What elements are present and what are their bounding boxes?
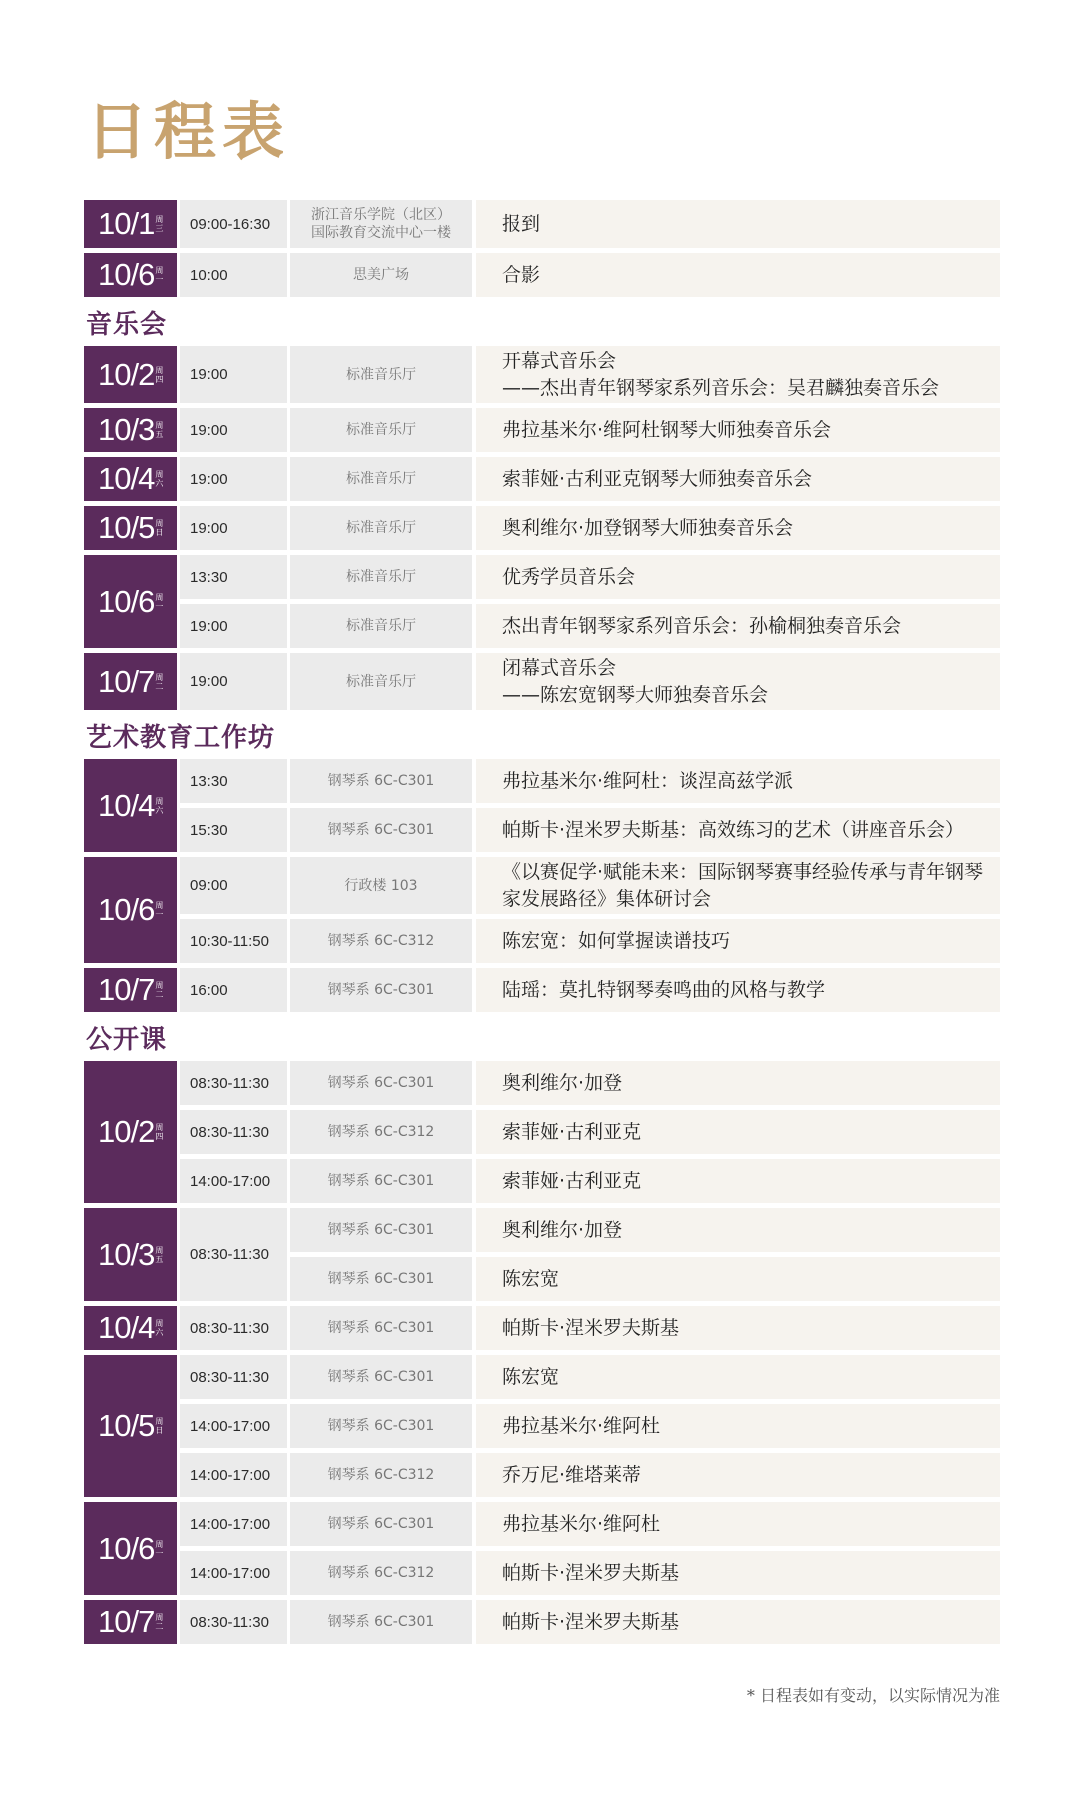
venue-text: 钢琴系 6C-C301 <box>327 1173 435 1189</box>
event-line: 奥利维尔·加登 <box>502 1218 623 1241</box>
time-text: 09:00-16:30 <box>190 215 271 233</box>
event-cell <box>476 253 1000 297</box>
venue-cell <box>290 653 472 710</box>
date-label: 10/4 <box>98 1310 155 1345</box>
date-label: 10/2 <box>98 1114 155 1149</box>
event-line: ——陈宏宽钢琴大师独奏音乐会 <box>502 683 769 706</box>
event-line: 奥利维尔·加登 <box>502 1071 623 1094</box>
weekday-char: 周 <box>155 981 164 990</box>
date-label: 10/7 <box>98 1604 155 1639</box>
time-text: 19:00 <box>190 421 228 439</box>
weekday-char: 周 <box>155 470 164 479</box>
venue-line: 浙江音乐学院（北区） <box>311 207 451 223</box>
weekday-char: 五 <box>155 1254 164 1264</box>
venue-text: 钢琴系 6C-C301 <box>327 1369 435 1385</box>
venue-cell <box>290 919 472 963</box>
event-cell <box>476 1502 1000 1546</box>
event-line: 奥利维尔·加登钢琴大师独奏音乐会 <box>502 516 794 539</box>
event-line: 陈宏宽 <box>502 1365 560 1388</box>
venue-cell <box>290 1600 472 1644</box>
weekday-char: 周 <box>155 266 164 275</box>
weekday-char: 周 <box>155 421 164 430</box>
weekday-char: 周 <box>155 215 164 224</box>
venue-text: 标准音乐厅 <box>346 569 416 585</box>
weekday-label <box>155 1613 163 1631</box>
weekday-char: 周 <box>155 1319 164 1328</box>
date-label: 10/3 <box>98 1236 155 1272</box>
event-line: 帕斯卡·涅米罗夫斯基 <box>502 1610 680 1633</box>
event-line: 优秀学员音乐会 <box>502 565 636 588</box>
time-text: 14:00-17:00 <box>190 1564 271 1582</box>
venue-text: 钢琴系 6C-C301 <box>327 773 435 789</box>
time-text: 14:00-17:00 <box>190 1466 271 1484</box>
event-cell <box>476 555 1000 599</box>
time-text: 19:00 <box>190 519 228 537</box>
weekday-char: 二 <box>155 990 164 999</box>
event-cell <box>476 1110 1000 1154</box>
weekday-label <box>155 797 163 815</box>
date-cell <box>84 506 177 550</box>
venue-cell <box>290 1061 472 1105</box>
weekday-char: 三 <box>155 224 164 233</box>
weekday-label <box>155 519 163 537</box>
venue-cell <box>290 555 472 599</box>
date-label: 10/2 <box>98 356 155 392</box>
venue-text: 钢琴系 6C-C301 <box>327 982 435 998</box>
time-text: 19:00 <box>190 470 228 488</box>
venue-cell <box>290 604 472 648</box>
time-cell <box>180 253 287 297</box>
time-text: 09:00 <box>190 877 228 894</box>
page-title: 日程表 <box>86 95 291 168</box>
event-cell <box>476 604 1000 648</box>
event-cell <box>476 200 1000 248</box>
weekday-label <box>155 421 163 439</box>
weekday-char: 周 <box>155 1613 164 1622</box>
time-cell <box>180 346 287 403</box>
weekday-char: 五 <box>155 430 164 439</box>
time-text: 14:00-17:00 <box>190 1515 271 1533</box>
venue-cell <box>290 1453 472 1497</box>
weekday-char: 二 <box>155 681 164 691</box>
venue-text: 标准音乐厅 <box>346 673 416 690</box>
date-cell <box>84 1306 177 1350</box>
venue-text: 钢琴系 6C-C301 <box>327 1418 435 1434</box>
weekday-char: 六 <box>155 805 164 815</box>
date-cell <box>84 1355 177 1497</box>
time-cell <box>180 1551 287 1595</box>
event-line: 帕斯卡·涅米罗夫斯基 <box>502 1316 680 1339</box>
event-line: 开幕式音乐会 <box>502 349 617 372</box>
event-cell <box>476 1306 1000 1350</box>
date-cell <box>84 1208 177 1301</box>
date-cell <box>84 253 177 297</box>
footnote: * 日程表如有变动，以实际情况为准 <box>746 1686 1000 1705</box>
date-label: 10/3 <box>98 412 155 447</box>
time-text: 13:30 <box>190 772 228 790</box>
venue-cell <box>290 1404 472 1448</box>
event-cell <box>476 759 1000 803</box>
venue-cell <box>290 1306 472 1350</box>
weekday-char: 周 <box>155 1539 164 1549</box>
section-heading: 艺术教育工作坊 <box>86 723 276 753</box>
time-cell <box>180 408 287 452</box>
time-cell <box>180 506 287 550</box>
venue-text: 标准音乐厅 <box>346 471 416 487</box>
venue-text: 钢琴系 6C-C301 <box>327 1222 435 1238</box>
weekday-char: 日 <box>155 1426 164 1435</box>
time-text: 08:30-11:30 <box>190 1319 269 1337</box>
weekday-char: 二 <box>155 1622 164 1631</box>
venue-text: 钢琴系 6C-C312 <box>327 933 435 949</box>
time-text: 14:00-17:00 <box>190 1417 271 1435</box>
time-cell <box>180 1110 287 1154</box>
venue-cell <box>290 759 472 803</box>
weekday-label <box>155 1246 163 1264</box>
event-cell <box>476 1600 1000 1644</box>
weekday-char: 一 <box>155 910 164 919</box>
event-cell <box>476 1257 1000 1301</box>
weekday-char: 周 <box>155 1417 164 1426</box>
date-cell <box>84 1061 177 1203</box>
date-label: 10/7 <box>98 663 155 699</box>
time-text: 19:00 <box>190 617 228 635</box>
weekday-char: 六 <box>155 1328 164 1337</box>
date-label: 10/6 <box>98 583 155 619</box>
weekday-char: 周 <box>155 1123 164 1132</box>
weekday-char: 周 <box>155 1245 164 1255</box>
event-line: 合影 <box>502 263 541 286</box>
time-text: 19:00 <box>190 673 228 690</box>
date-label: 10/5 <box>98 510 155 545</box>
event-cell <box>476 653 1000 710</box>
date-label: 10/4 <box>98 461 155 496</box>
date-label: 10/1 <box>98 206 155 241</box>
weekday-label <box>155 673 163 691</box>
venue-cell <box>290 346 472 403</box>
weekday-char: 周 <box>155 365 164 375</box>
time-cell <box>180 200 287 248</box>
weekday-label <box>155 1540 163 1558</box>
time-text: 15:30 <box>190 821 228 839</box>
venue-text: 钢琴系 6C-C301 <box>327 822 435 838</box>
venue-cell <box>290 253 472 297</box>
weekday-char: 四 <box>155 1132 164 1141</box>
weekday-label <box>155 593 163 611</box>
venue-cell <box>290 857 472 914</box>
date-cell <box>84 857 177 963</box>
weekday-char: 周 <box>155 519 164 528</box>
event-line: 陆瑶：莫扎特钢琴奏鸣曲的风格与教学 <box>502 978 826 1001</box>
event-line: 报到 <box>502 212 541 235</box>
date-label: 10/6 <box>98 257 155 292</box>
time-cell <box>180 857 287 914</box>
time-cell <box>180 1061 287 1105</box>
event-line: 陈宏宽：如何掌握读谱技巧 <box>502 929 731 952</box>
weekday-label <box>155 215 163 233</box>
event-cell <box>476 1208 1000 1252</box>
date-label: 10/5 <box>98 1408 155 1443</box>
weekday-char: 一 <box>155 1548 164 1558</box>
venue-cell <box>290 968 472 1012</box>
weekday-label <box>155 366 163 384</box>
date-label: 10/6 <box>98 1530 155 1566</box>
venue-cell <box>290 1355 472 1399</box>
weekday-char: 六 <box>155 479 164 488</box>
venue-text: 钢琴系 6C-C301 <box>327 1320 435 1336</box>
event-line: 闭幕式音乐会 <box>502 656 617 679</box>
event-line: 帕斯卡·涅米罗夫斯基：高效练习的艺术（讲座音乐会） <box>502 818 965 841</box>
venue-cell <box>290 506 472 550</box>
time-cell <box>180 555 287 599</box>
event-line: 《以赛促学·赋能未来：国际钢琴赛事经验传承与青年钢琴 <box>502 860 984 883</box>
venue-cell <box>290 1257 472 1301</box>
date-cell <box>84 1502 177 1595</box>
date-cell <box>84 1600 177 1644</box>
time-cell <box>180 653 287 710</box>
weekday-char: 四 <box>155 374 164 384</box>
date-cell <box>84 759 177 852</box>
weekday-label <box>155 1319 163 1337</box>
event-line: 杰出青年钢琴家系列音乐会：孙榆桐独奏音乐会 <box>502 614 902 637</box>
time-cell <box>180 808 287 852</box>
venue-text: 钢琴系 6C-C301 <box>327 1516 435 1532</box>
time-text: 10:30-11:50 <box>190 932 269 950</box>
event-cell <box>476 408 1000 452</box>
time-text: 08:30-11:30 <box>190 1368 269 1386</box>
time-text: 08:30-11:30 <box>190 1123 269 1141</box>
event-cell <box>476 506 1000 550</box>
time-cell <box>180 1208 287 1301</box>
event-line: 弗拉基米尔·维阿杜钢琴大师独奏音乐会 <box>502 418 832 441</box>
venue-cell <box>290 1110 472 1154</box>
time-cell <box>180 1502 287 1546</box>
date-cell <box>84 653 177 710</box>
venue-text: 钢琴系 6C-C312 <box>327 1467 435 1483</box>
venue-text: 钢琴系 6C-C301 <box>327 1271 435 1287</box>
time-text: 10:00 <box>190 266 228 284</box>
weekday-label <box>155 981 163 999</box>
section-heading: 音乐会 <box>86 310 168 340</box>
venue-cell <box>290 408 472 452</box>
time-cell <box>180 1159 287 1203</box>
venue-text: 行政楼 103 <box>344 877 418 894</box>
venue-line: 思美广场 <box>353 267 409 283</box>
venue-cell <box>290 200 472 248</box>
event-line: 帕斯卡·涅米罗夫斯基 <box>502 1561 680 1584</box>
date-cell <box>84 408 177 452</box>
time-cell <box>180 1600 287 1644</box>
weekday-char: 日 <box>155 528 164 537</box>
weekday-label <box>155 901 163 919</box>
weekday-label <box>155 1417 163 1435</box>
event-cell <box>476 1159 1000 1203</box>
event-cell <box>476 346 1000 403</box>
time-cell <box>180 759 287 803</box>
event-cell <box>476 1355 1000 1399</box>
event-line: 弗拉基米尔·维阿杜：谈涅高兹学派 <box>502 769 794 792</box>
venue-cell <box>290 808 472 852</box>
weekday-char: 一 <box>155 275 164 284</box>
date-cell <box>84 200 177 248</box>
date-cell <box>84 968 177 1012</box>
venue-cell <box>290 1208 472 1252</box>
weekday-char: 周 <box>155 592 164 602</box>
venue-cell <box>290 1502 472 1546</box>
event-cell <box>476 808 1000 852</box>
time-text: 08:30-11:30 <box>190 1074 269 1092</box>
event-cell <box>476 857 1000 914</box>
venue-cell <box>290 1159 472 1203</box>
time-text: 16:00 <box>190 981 228 999</box>
event-cell <box>476 1061 1000 1105</box>
date-label: 10/6 <box>98 892 155 927</box>
event-line: 弗拉基米尔·维阿杜 <box>502 1512 661 1535</box>
event-cell <box>476 457 1000 501</box>
event-cell <box>476 1404 1000 1448</box>
venue-text: 钢琴系 6C-C301 <box>327 1614 435 1630</box>
venue-text: 钢琴系 6C-C312 <box>327 1124 435 1140</box>
venue-cell <box>290 457 472 501</box>
venue-line: 国际教育交流中心一楼 <box>311 225 451 241</box>
venue-text: 钢琴系 6C-C312 <box>327 1565 435 1581</box>
time-cell <box>180 1355 287 1399</box>
event-line: 乔万尼·维塔莱蒂 <box>502 1463 642 1486</box>
date-cell <box>84 457 177 501</box>
weekday-label <box>155 266 163 284</box>
venue-text: 标准音乐厅 <box>346 520 416 536</box>
date-cell <box>84 555 177 648</box>
time-text: 13:30 <box>190 568 228 586</box>
date-label: 10/4 <box>98 787 155 823</box>
event-line: 索菲娅·古利亚克 <box>502 1169 642 1192</box>
section-heading: 公开课 <box>86 1025 168 1055</box>
event-line: 弗拉基米尔·维阿杜 <box>502 1414 661 1437</box>
venue-text: 标准音乐厅 <box>346 422 416 438</box>
venue-text: 钢琴系 6C-C301 <box>327 1075 435 1091</box>
weekday-label <box>155 1123 163 1141</box>
event-cell <box>476 919 1000 963</box>
weekday-char: 周 <box>155 901 164 910</box>
venue-text: 标准音乐厅 <box>346 618 416 634</box>
event-line: 索菲娅·古利亚克钢琴大师独奏音乐会 <box>502 467 813 490</box>
time-text: 14:00-17:00 <box>190 1172 271 1190</box>
weekday-char: 一 <box>155 601 164 611</box>
event-line: ——杰出青年钢琴家系列音乐会：吴君麟独奏音乐会 <box>502 376 940 399</box>
time-cell <box>180 604 287 648</box>
time-cell <box>180 1404 287 1448</box>
event-line: 陈宏宽 <box>502 1267 560 1290</box>
weekday-label <box>155 470 163 488</box>
event-line: 索菲娅·古利亚克 <box>502 1120 642 1143</box>
time-text: 08:30-11:30 <box>190 1613 269 1631</box>
time-cell <box>180 968 287 1012</box>
time-text: 08:30-11:30 <box>190 1246 269 1263</box>
event-cell <box>476 1453 1000 1497</box>
time-cell <box>180 1306 287 1350</box>
event-cell <box>476 968 1000 1012</box>
weekday-char: 周 <box>155 672 164 682</box>
time-cell <box>180 1453 287 1497</box>
venue-text: 标准音乐厅 <box>346 366 416 383</box>
date-cell <box>84 346 177 403</box>
event-cell <box>476 1551 1000 1595</box>
venue-cell <box>290 1551 472 1595</box>
date-label: 10/7 <box>98 972 155 1007</box>
time-cell <box>180 457 287 501</box>
event-line: 家发展路径》集体研讨会 <box>502 887 712 910</box>
weekday-char: 周 <box>155 796 164 806</box>
time-text: 19:00 <box>190 366 228 383</box>
time-cell <box>180 919 287 963</box>
